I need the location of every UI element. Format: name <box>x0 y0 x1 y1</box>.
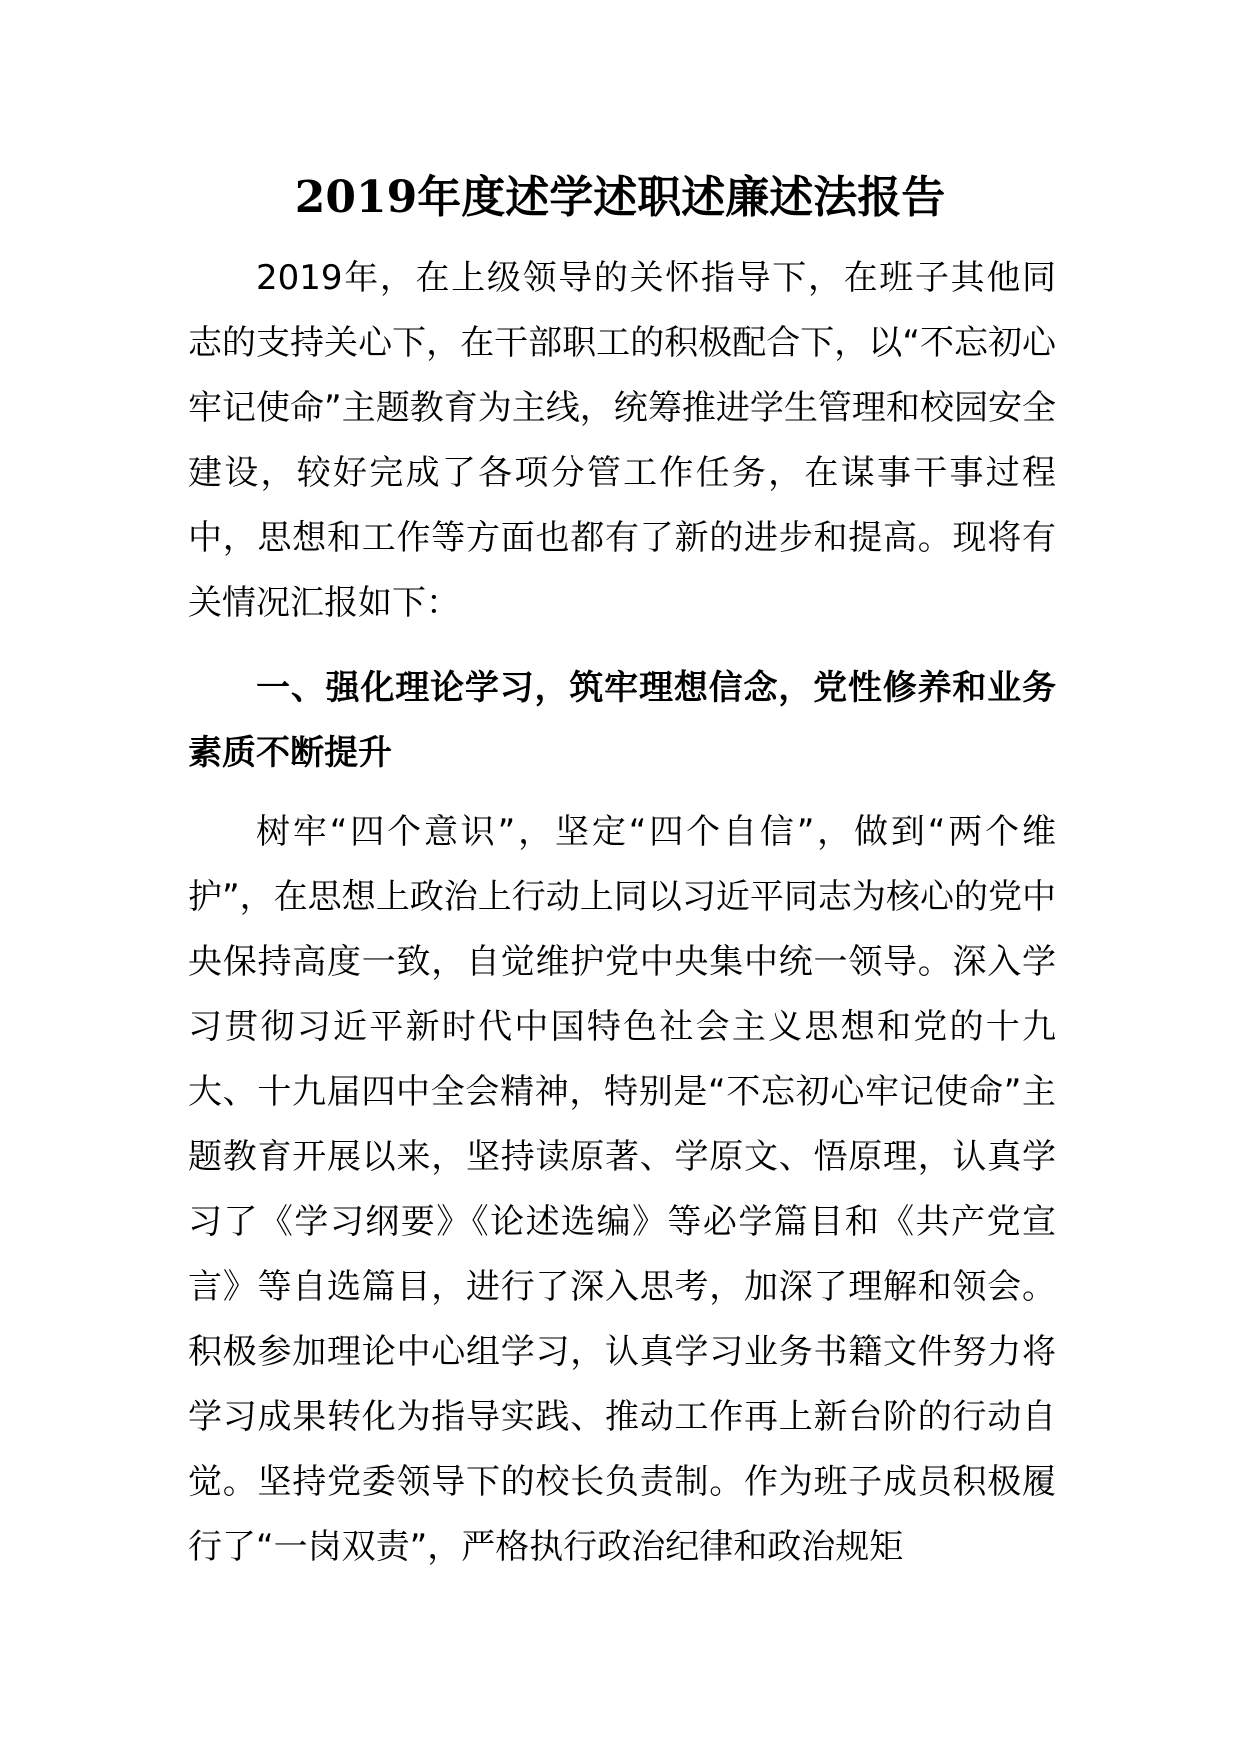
section-heading: 一、强化理论学习，筑牢理想信念，党性修养和业务素质不断提升 <box>188 668 1056 773</box>
section-paragraph-block <box>188 800 1056 1580</box>
section-paragraph: 树牢“四个意识”，坚定“四个自信”，做到“两个维护”，在思想上政治上行动上同以习近平同志为核心的党中央保持高度一致，自觉维护党中央集中统一领导。深入学习贯彻习近平新时代中国特色社会主义思想和党的十九大、十九届四中全会精神，特别是“不忘初心牢记使命”主题教育开展以来，坚持读原著、学原文、悟原理，认真学习了《学习纲要》《论述选编》等必学篇目和《共产党宣言》等自选篇目，进行了深入思考，加深了理解和领会。积极参加理论中心组学习，认真学习业务书籍文件努力将学习成果转化为指导实践、推动工作再上新台阶的行动自觉。坚持党委领导下的校长负责制。作为班子成员积极履行了“一岗双责”，严格执行政治纪律和政治规矩 <box>188 812 1056 1567</box>
intro-paragraph-block <box>188 246 1056 636</box>
section-heading-block <box>188 656 1056 786</box>
intro-paragraph: 2019年，在上级领导的关怀指导下，在班子其他同志的支持关心下，在干部职工的积极配合下，以“不忘初心牢记使命”主题教育为主线，统筹推进学生管理和校园安全建设，较好完成了各项分管工作任务，在谋事干事过程中，思想和工作等方面也都有了新的进步和提高。现将有关情况汇报如下： <box>188 258 1056 623</box>
document-title: 2019年度述学述职述廉述法报告 <box>294 172 946 223</box>
